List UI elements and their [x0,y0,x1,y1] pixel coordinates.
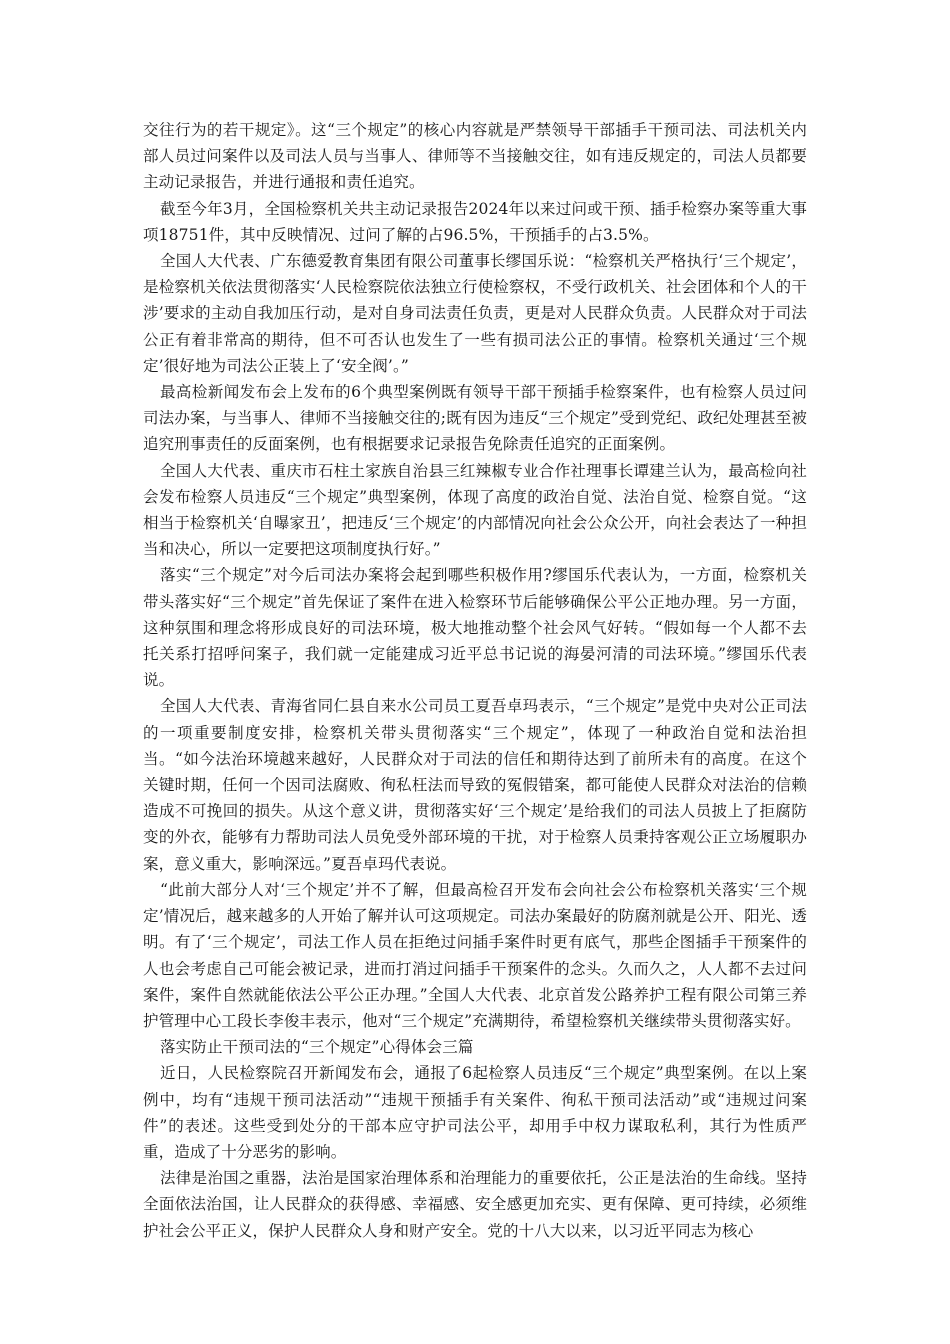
paragraph: 近日，人民检察院召开新闻发布会，通报了6起检察人员违反“三个规定”典型案例。在以上案例中，均有“违规干预司法活动”“违规干预插手有关案件、徇私干预司法活动”或“违规过问案件”的表述。这些受到处分的干部本应守护司法公平，却用手中权力谋取私利，其行为性质严重，造成了十分恶劣的影响。 [143,1064,807,1161]
paragraph: 全国人大代表、青海省同仁县自来水公司员工夏吾卓玛表示，“三个规定”是党中央对公正司法的一项重要制度安排，检察机关带头贯彻落实“三个规定”，体现了一种政治自觉和法治担当。“如今法治环境越来越好，人民群众对于司法的信任和期待达到了前所未有的高度。在这个关键时期，任何一个因司法腐败、徇私枉法而导致的冤假错案，都可能使人民群众对法治的信赖造成不可挽回的损失。从这个意义讲，贯彻落实好‘三个规定’是给我们的司法人员披上了拒腐防变的外衣，能够有力帮助司法人员免受外部环境的干扰，对于检察人员秉持客观公正立场履职办案，意义重大，影响深远。”夏吾卓玛代表说。 [143,697,807,873]
paragraph: 全国人大代表、广东德爱教育集团有限公司董事长缪国乐说：“检察机关严格执行‘三个规定’，是检察机关依法贯彻落实‘人民检察院依法独立行使检察权，不受行政机关、社会团体和个人的干涉’要求的主动自我加压行动，是对自身司法责任负责，更是对人民群众负责。人民群众对于司法公正有着非常高的期待，但不可否认也发生了一些有损司法公正的事情。检察机关通过‘三个规定’很好地为司法公正装上了‘安全阀’。” [143,252,807,375]
paragraph-continuation: 交往行为的若干规定》。这“三个规定”的核心内容就是严禁领导干部插手干预司法、司法机关内部人员过问案件以及司法人员与当事人、律师等不当接触交往，如有违反规定的，司法人员都要主动记录报告，并进行通报和责任追究。 [143,121,807,192]
paragraph: 落实“三个规定”对今后司法办案将会起到哪些积极作用?缪国乐代表认为，一方面，检察机关带头落实好“三个规定”首先保证了案件在进入检察环节后能够确保公平公正地办理。另一方面，这种氛围和理念将形成良好的司法环境，极大地推动整个社会风气好转。“假如每一个人都不去托关系打招呼问案子，我们就一定能建成习近平总书记说的海晏河清的司法环境。”缪国乐代表说。 [143,566,807,690]
section-heading: 落实防止干预司法的“三个规定”心得体会三篇 [160,1038,474,1057]
paragraph: “此前大部分人对‘三个规定’并不了解，但最高检召开发布会向社会公布检察机关落实‘三个规定’情况后，越来越多的人开始了解并认可这项规定。司法办案最好的防腐剂就是公开、阳光、透明。有了‘三个规定’，司法工作人员在拒绝过问插手案件时更有底气，那些企图插手干预案件的人也会考虑自己可能会被记录，进而打消过问插手干预案件的念头。久而久之，人人都不去过问案件，案件自然就能依法公平公正办理。”全国人大代表、北京首发公路养护工程有限公司第三养护管理中心工段长李俊丰表示，他对“三个规定”充满期待，希望检察机关继续带头贯彻落实好。 [143,880,807,1030]
document-body [143,117,807,1244]
paragraph: 最高检新闻发布会上发布的6个典型案例既有领导干部干预插手检察案件，也有检察人员过问司法办案，与当事人、律师不当接触交往的;既有因为违反“三个规定”受到党纪、政纪处理甚至被追究刑事责任的反面案例，也有根据要求记录报告免除责任追究的正面案例。 [143,383,807,454]
paragraph: 全国人大代表、重庆市石柱土家族自治县三红辣椒专业合作社理事长谭建兰认为，最高检向社会发布检察人员违反“三个规定”典型案例，体现了高度的政治自觉、法治自觉、检察自觉。“这相当于检察机关‘自曝家丑’，把违反‘三个规定’的内部情况向社会公众公开，向社会表达了一种担当和决心，所以一定要把这项制度执行好。” [143,461,807,559]
paragraph: 截至今年3月，全国检察机关共主动记录报告2024年以来过问或干预、插手检察办案等重大事项18751件，其中反映情况、过问了解的占96.5%，干预插手的占3.5%。 [143,199,807,244]
paragraph: 法律是治国之重器，法治是国家治理体系和治理能力的重要依托，公正是法治的生命线。坚持全面依法治国，让人民群众的获得感、幸福感、安全感更加充实、更有保障、更可持续，必须维护社会公平正义，保护人民群众人身和财产安全。党的十八大以来，以习近平同志为核心 [143,1169,807,1240]
